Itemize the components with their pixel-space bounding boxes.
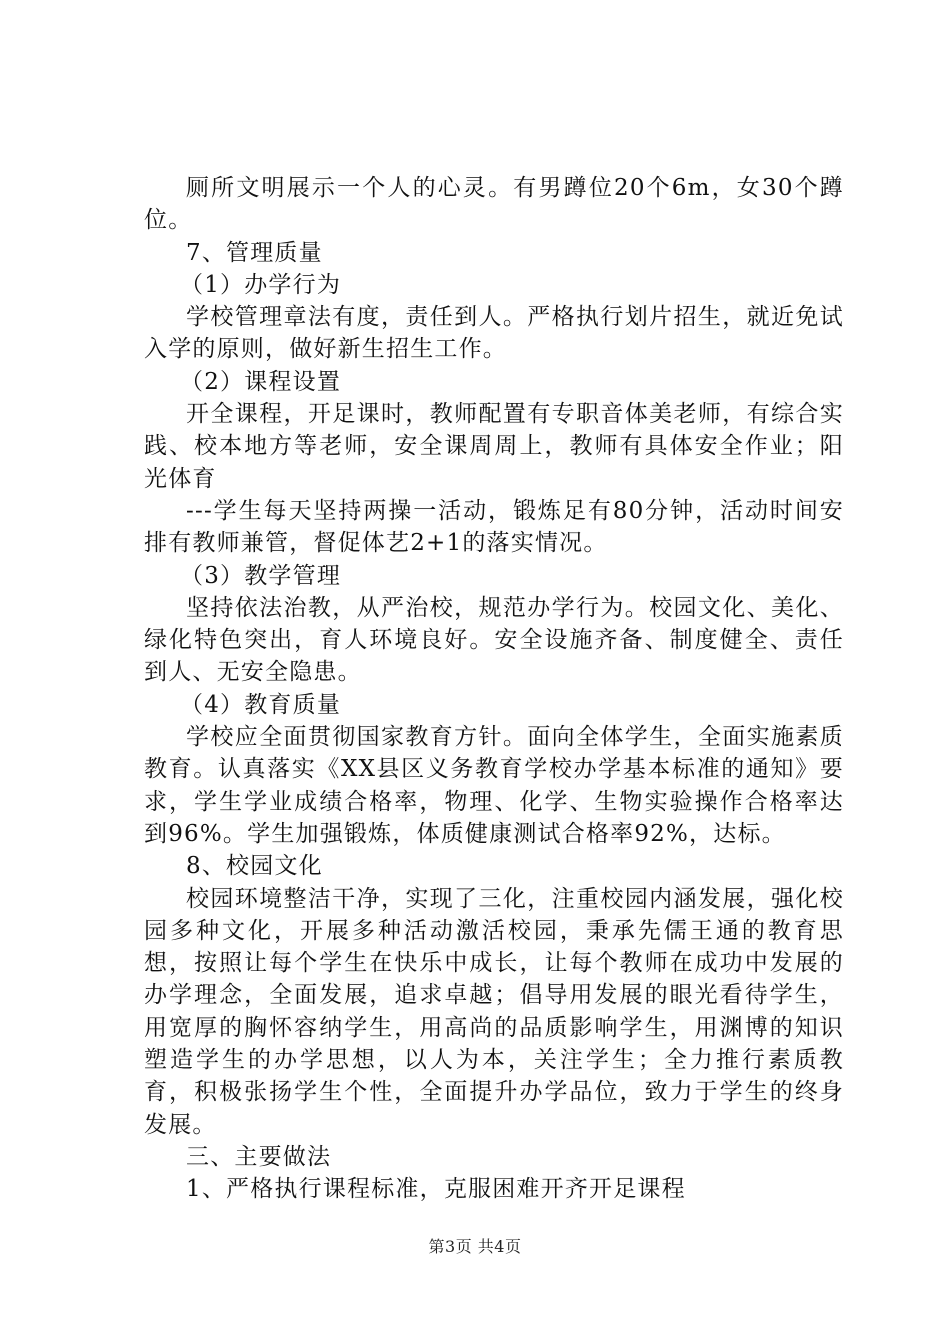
subheading-school-conduct: （1）办学行为	[180, 271, 342, 298]
paragraph-school-conduct: 学校管理章法有度，责任到人。严格执行划片招生，就近免试入学的原则，做好新生招生工作。	[144, 304, 844, 363]
document-body	[144, 172, 844, 1206]
paragraph-sunshine-sports: ---学生每天坚持两操一活动，锻炼足有80分钟，活动时间安排有教师兼管，督促体艺2+1的落实情况。	[144, 497, 844, 557]
paragraph-toilet: 厕所文明展示一个人的心灵。有男蹲位20个6m，女30个蹲位。	[144, 175, 844, 234]
heading-curriculum-standards: 1、严格执行课程标准，克服困难开齐开足课程	[186, 1176, 686, 1203]
heading-main-practices: 三、主要做法	[186, 1143, 332, 1170]
heading-campus-culture: 8、校园文化	[186, 853, 323, 880]
paragraph-education-quality: 学校应全面贯彻国家教育方针。面向全体学生，全面实施素质教育。认真落实《XX县区义务教育学校办学基本标准的通知》要求，学生学业成绩合格率，物理、化学、生物实验操作合格率达到96%。学生加强锻炼，体质健康测试合格率92%，达标。	[144, 724, 844, 847]
heading-management-quality: 7、管理质量	[186, 239, 323, 266]
subheading-teaching-management: （3）教学管理	[180, 562, 342, 589]
paragraph-campus-culture: 校园环境整洁干净，实现了三化，注重校园内涵发展，强化校园多种文化，开展多种活动激活校园，秉承先儒王通的教育思想，按照让每个学生在快乐中成长，让每个教师在成功中发展的办学理念，全面发展，追求卓越；倡导用发展的眼光看待学生，用宽厚的胸怀容纳学生，用高尚的品质影响学生，用渊博的知识塑造学生的办学思想，以人为本，关注学生；全力推行素质教育，积极张扬学生个性，全面提升办学品位，致力于学生的终身发展。	[144, 885, 844, 1138]
subheading-education-quality: （4）教育质量	[180, 691, 342, 718]
page-footer: 第3页 共4页	[428, 1237, 522, 1256]
paragraph-curriculum: 开全课程，开足课时，教师配置有专职音体美老师，有综合实践、校本地方等老师，安全课周周上，教师有具体安全作业；阳光体育	[144, 401, 844, 492]
subheading-curriculum: （2）课程设置	[180, 368, 342, 395]
paragraph-teaching-management: 坚持依法治教，从严治校，规范办学行为。校园文化、美化、绿化特色突出，育人环境良好。安全设施齐备、制度健全、责任到人、无安全隐患。	[144, 594, 844, 686]
